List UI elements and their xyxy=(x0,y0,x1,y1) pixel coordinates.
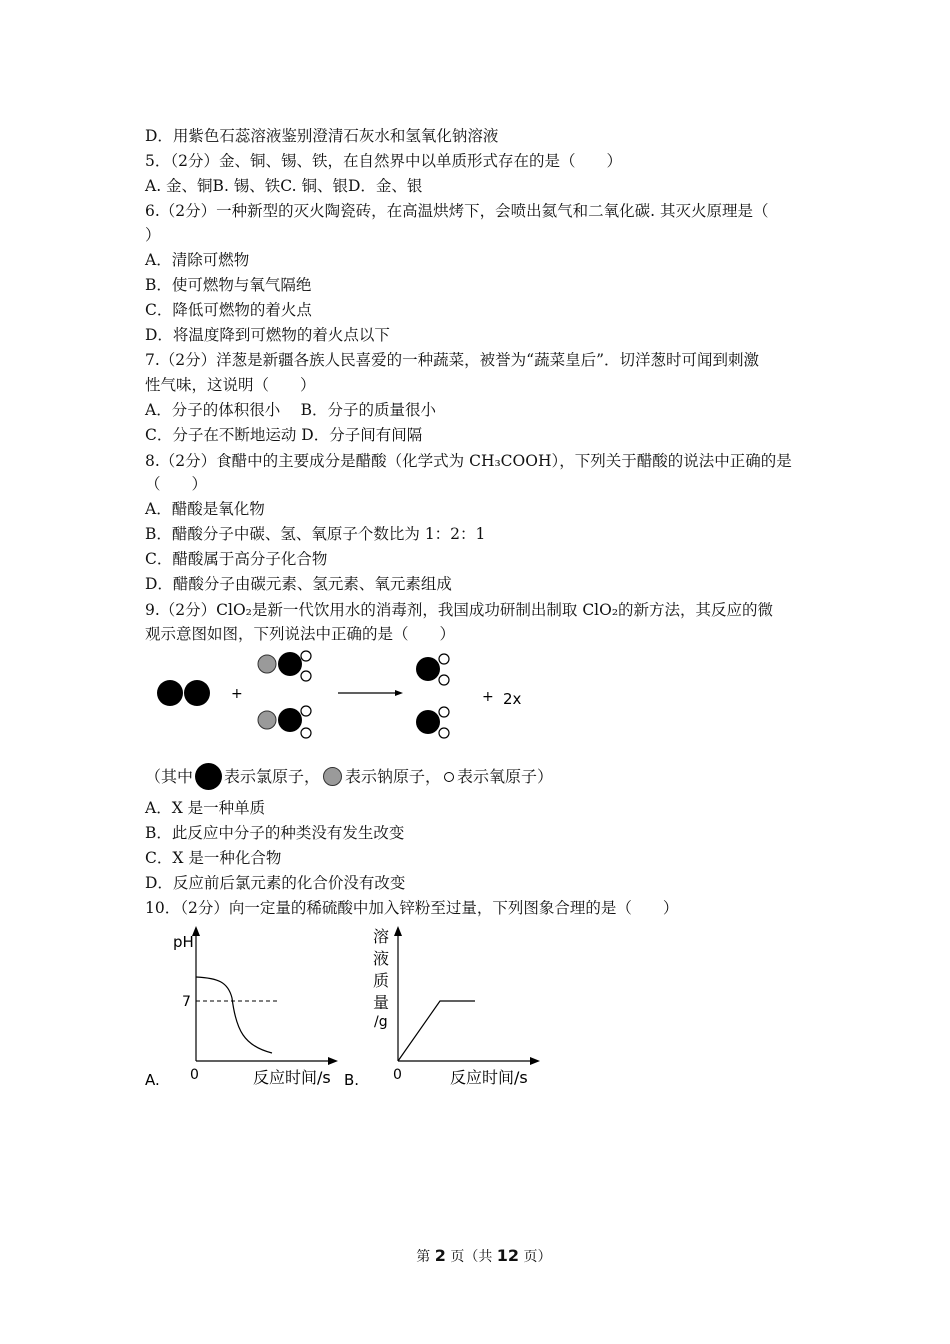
y-tick-7: 7 xyxy=(182,994,191,1010)
x-axis-label: 反应时间/s xyxy=(450,1068,528,1087)
q9-option-b: B．此反应中分子的种类没有发生改变 xyxy=(145,824,405,842)
q6-stem-cont: ） xyxy=(145,226,161,244)
q5-stem: 5．（2分）金、铜、锡、铁，在自然界中以单质形式存在的是（ ） xyxy=(145,152,622,170)
origin-label: 0 xyxy=(393,1067,402,1083)
q8-stem: 8.（2分）食醋中的主要成分是醋酸（化学式为 CH₃COOH），下列关于醋酸的说法中正确的是 xyxy=(145,452,792,470)
q7-options-cd: C．分子在不断地运动 D．分子间有间隔 xyxy=(145,426,423,444)
x-axis-arrow-icon xyxy=(328,1057,338,1065)
q8-option-c: C．醋酸属于高分子化合物 xyxy=(145,550,328,568)
y-axis-label: pH xyxy=(173,933,194,951)
y-label-char: 量 xyxy=(373,993,390,1012)
y-label-char: 液 xyxy=(373,949,390,968)
q7-options-ab: A．分子的体积很小 B．分子的质量很小 xyxy=(145,401,437,419)
page-footer xyxy=(0,1230,950,1282)
option-b-label: B. xyxy=(344,1071,360,1089)
y-label-char: 溶 xyxy=(373,927,390,946)
legend-text: 表示氧原子） xyxy=(457,766,554,786)
plus-sign: + xyxy=(482,689,494,705)
q9-stem: 9.（2分）ClO₂是新一代饮用水的消毒剂，我国成功研制出制取 ClO₂的新方法，其反应的微 xyxy=(145,601,774,619)
q9-option-a: A．X 是一种单质 xyxy=(145,799,266,817)
graph-b xyxy=(340,920,560,1090)
x-axis-arrow-icon xyxy=(530,1057,540,1065)
q8-option-a: A．醋酸是氧化物 xyxy=(145,500,265,518)
ph-curve xyxy=(196,977,272,1053)
naclo2-molecule xyxy=(258,706,311,738)
y-unit: /g xyxy=(374,1014,388,1030)
current-page-number: 2 xyxy=(434,1246,446,1265)
q6-option-b: B．使可燃物与氧气隔绝 xyxy=(145,276,312,294)
atom-legend xyxy=(145,763,553,790)
footer-text: 页） xyxy=(519,1249,552,1265)
q6-option-a: A．清除可燃物 xyxy=(145,251,250,269)
q9-option-c: C．X 是一种化合物 xyxy=(145,849,282,867)
q7-stem: 7.（2分）洋葱是新疆各族人民喜爱的一种蔬菜，被誉为“蔬菜皇后”．切洋葱时可闻到刺激 xyxy=(145,351,760,369)
q6-option-d: D．将温度降到可燃物的着火点以下 xyxy=(145,326,390,344)
reaction-arrow xyxy=(338,690,403,696)
y-label-char: 质 xyxy=(373,971,390,990)
q8-option-b: B．醋酸分子中碳、氢、氧原子个数比为 1：2：1 xyxy=(145,525,486,543)
y-axis-arrow-icon xyxy=(394,926,402,936)
oxygen-atom-icon xyxy=(444,772,454,782)
q8-option-d: D．醋酸分子由碳元素、氢元素、氧元素组成 xyxy=(145,575,452,593)
q6-option-c: C．降低可燃物的着火点 xyxy=(145,301,312,319)
q9-stem-cont: 观示意图如图，下列说法中正确的是（ ） xyxy=(145,625,456,643)
legend-text: 表示氯原子， xyxy=(224,766,321,786)
legend-text: （其中 xyxy=(145,766,194,786)
option-a-label: A. xyxy=(145,1071,160,1089)
q7-stem-cont: 性气味，这说明（ ） xyxy=(145,376,316,394)
origin-label: 0 xyxy=(190,1067,199,1083)
total-page-number: 12 xyxy=(496,1246,520,1265)
graph-a xyxy=(140,920,350,1090)
footer-text: 第 xyxy=(416,1249,435,1265)
q5-options: A. 金、铜B. 锡、铁C. 铜、银D．金、银 xyxy=(145,177,423,195)
q4-option-d: D．用紫色石蕊溶液鉴别澄清石灰水和氢氧化钠溶液 xyxy=(145,127,499,145)
q10-stem: 10．（2分）向一定量的稀硫酸中加入锌粉至过量，下列图象合理的是（ ） xyxy=(145,899,679,917)
legend-text: 表示钠原子， xyxy=(345,766,442,786)
mass-curve xyxy=(398,1001,475,1061)
q6-stem: 6.（2分）一种新型的灭火陶瓷砖，在高温烘烤下，会喷出氦气和二氧化碳. 其灭火原理是（ xyxy=(145,202,769,220)
clo2-molecule xyxy=(416,654,449,685)
plus-sign: + xyxy=(231,686,243,702)
q9-option-d: D．反应前后氯元素的化合价没有改变 xyxy=(145,874,406,892)
clo2-molecule xyxy=(416,707,449,738)
chlorine-atom-icon xyxy=(195,763,222,790)
product-2x: 2x xyxy=(503,690,522,708)
x-axis-label: 反应时间/s xyxy=(253,1068,331,1087)
cl2-molecule xyxy=(157,680,210,706)
sodium-atom-icon xyxy=(323,767,342,786)
footer-text: 页（共 xyxy=(445,1249,497,1265)
naclo2-molecule xyxy=(258,651,311,681)
reaction-diagram xyxy=(145,648,545,748)
q8-stem-cont: （ ） xyxy=(145,475,208,493)
